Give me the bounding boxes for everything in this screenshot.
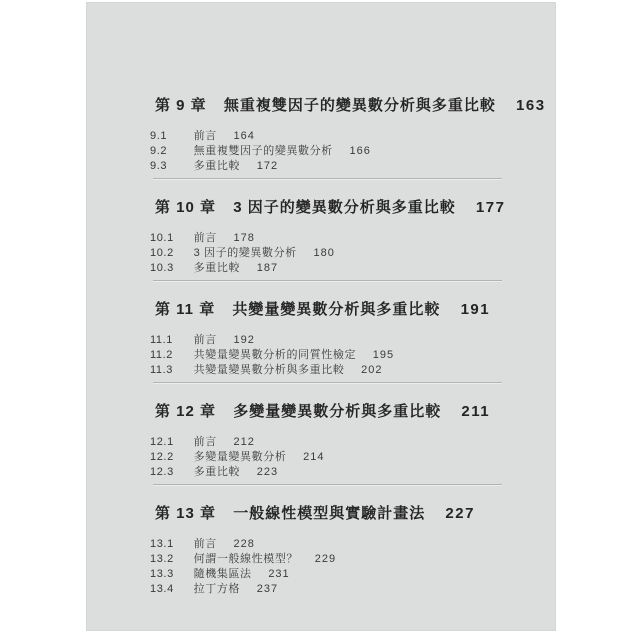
section-page-number: 192: [233, 334, 255, 346]
chapter-title: 3 因子的變異數分析與多重比較: [233, 199, 456, 216]
section-title: 無重複雙因子的變異數分析: [193, 145, 333, 157]
section-number: 10.2: [150, 247, 174, 259]
section-title: 前言: [193, 130, 217, 142]
chapter-number-label: 第 13 章: [155, 505, 217, 522]
section-page-number: 164: [233, 130, 255, 142]
toc-entry: [150, 231, 556, 246]
divider-rule: [153, 178, 502, 180]
chapter-title: 一般線性模型與實驗計畫法: [233, 505, 426, 522]
chapter-heading: [155, 404, 556, 419]
section-number: 13.1: [150, 538, 174, 550]
chapter-page-number: 211: [461, 403, 491, 420]
chapter-title: 無重複雙因子的變異數分析與多重比較: [223, 97, 496, 114]
divider-rule: [153, 280, 502, 282]
section-page-number: 187: [256, 262, 279, 274]
toc-entry: [150, 159, 556, 174]
section-title: 多重比較: [193, 262, 241, 274]
toc-entry: [150, 567, 556, 582]
section-title: 前言: [193, 232, 217, 244]
section-page-number: 195: [372, 349, 395, 361]
section-page-number: 231: [268, 568, 290, 580]
section-list: [150, 231, 556, 276]
toc-entry: [150, 246, 556, 261]
chapter-number-label: 第 12 章: [155, 403, 217, 420]
section-title: 多重比較: [193, 466, 241, 478]
chapter-page-number: 177: [475, 199, 506, 216]
section-list: [150, 129, 556, 174]
section-page-number: 180: [313, 247, 335, 259]
section-page-number: 166: [349, 145, 371, 157]
scanned-book-page: [86, 2, 556, 631]
chapter-heading: [155, 200, 556, 215]
section-title: 隨機集區法: [193, 568, 252, 580]
section-page-number: 229: [314, 553, 337, 565]
section-title: 共變量變異數分析與多重比較: [193, 364, 345, 376]
toc-entry: [150, 333, 556, 348]
toc-entry: [150, 435, 556, 450]
toc-entry: [150, 129, 556, 144]
section-page-number: 223: [256, 466, 279, 478]
section-page-number: 212: [233, 436, 255, 448]
toc-entry: [150, 363, 556, 378]
section-title: 多重比較: [193, 160, 241, 172]
section-number: 9.1: [150, 130, 168, 142]
chapter-block: [86, 200, 556, 282]
section-number: 10.3: [150, 262, 174, 274]
chapter-block: [86, 98, 556, 180]
chapter-title: 共變量變異數分析與多重比較: [232, 301, 441, 318]
toc-entry: [150, 537, 556, 552]
toc-entry: [150, 450, 556, 465]
section-title: 何謂一般線性模型？: [193, 553, 299, 565]
section-number: 13.2: [150, 553, 174, 565]
chapter-page-number: 191: [460, 301, 491, 318]
section-list: [150, 537, 556, 597]
section-number: 11.2: [150, 349, 173, 361]
table-of-contents: [86, 98, 556, 597]
divider-rule: [153, 484, 502, 486]
section-title: 共變量變異數分析的同質性檢定: [193, 349, 357, 361]
chapter-number-label: 第 9 章: [155, 97, 207, 114]
section-page-number: 178: [233, 232, 255, 244]
section-page-number: 202: [361, 364, 383, 376]
chapter-heading: [155, 98, 556, 113]
divider-rule: [153, 382, 502, 384]
section-page-number: 228: [233, 538, 255, 550]
section-title: 多變量變異數分析: [193, 451, 287, 463]
section-number: 13.4: [150, 583, 174, 595]
chapter-page-number: 163: [516, 97, 546, 114]
section-number: 13.3: [150, 568, 174, 580]
section-number: 9.2: [150, 145, 168, 157]
section-number: 12.2: [150, 451, 174, 463]
chapter-page-number: 227: [445, 505, 475, 522]
section-number: 11.1: [150, 334, 173, 346]
chapter-heading: [155, 506, 556, 521]
section-title: 前言: [193, 436, 217, 448]
toc-entry: [150, 261, 556, 276]
chapter-number-label: 第 10 章: [155, 199, 217, 216]
section-list: [150, 435, 556, 480]
section-number: 12.3: [150, 466, 174, 478]
section-page-number: 237: [256, 583, 279, 595]
chapter-number-label: 第 11 章: [155, 301, 216, 318]
toc-entry: [150, 144, 556, 159]
toc-entry: [150, 348, 556, 363]
toc-entry: [150, 552, 556, 567]
chapter-block: [86, 506, 556, 597]
toc-entry: [150, 582, 556, 597]
section-number: 10.1: [150, 232, 174, 244]
chapter-block: [86, 404, 556, 486]
section-number: 9.3: [150, 160, 168, 172]
chapter-block: [86, 302, 556, 384]
chapter-title: 多變量變異數分析與多重比較: [233, 403, 442, 420]
toc-entry: [150, 465, 556, 480]
section-title: 3 因子的變異數分析: [193, 247, 297, 259]
section-page-number: 172: [256, 160, 279, 172]
section-title: 拉丁方格: [193, 583, 241, 595]
section-title: 前言: [193, 538, 217, 550]
section-title: 前言: [193, 334, 217, 346]
section-number: 11.3: [150, 364, 173, 376]
section-number: 12.1: [150, 436, 174, 448]
section-list: [150, 333, 556, 378]
section-page-number: 214: [303, 451, 325, 463]
chapter-heading: [155, 302, 556, 317]
